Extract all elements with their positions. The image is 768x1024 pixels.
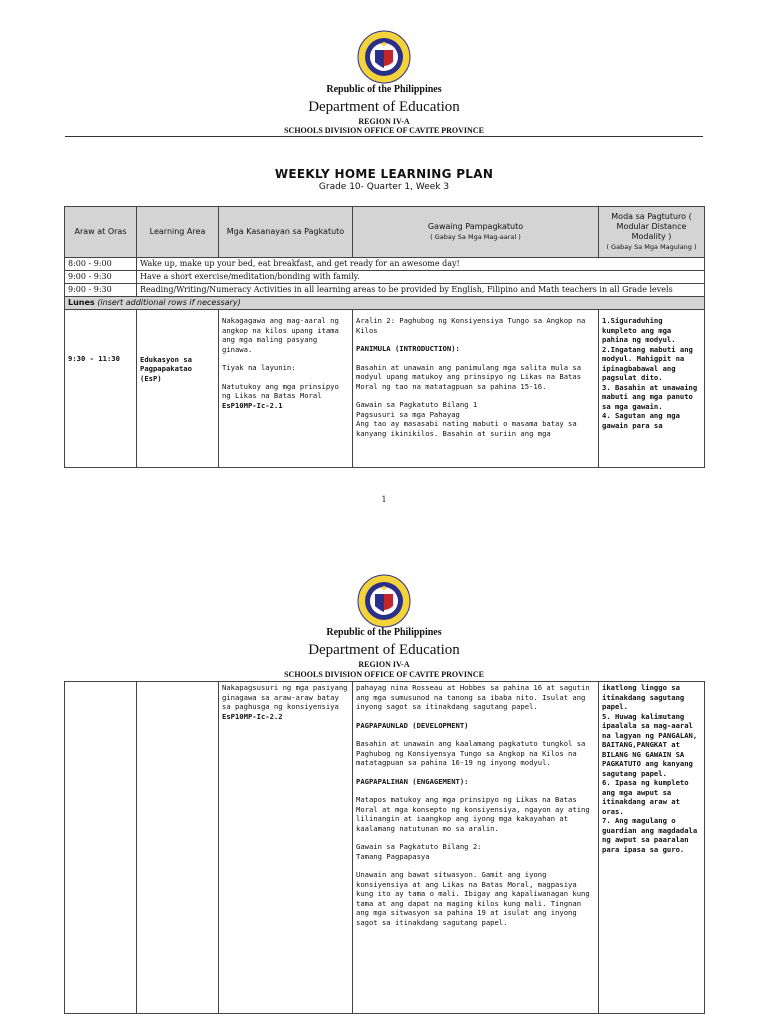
- activity-intro-text: Basahin at unawain ang panimulang mga salita mula sa modyul upang matukoy ang prinsipyo ng Likas na Batas Moral ng tao na matatagpuan sa pahina 15-16.: [356, 362, 582, 391]
- learning-plan-table: [64, 206, 705, 468]
- header-kasanayan: Mga Kasanayan sa Pagkatuto: [219, 207, 353, 258]
- republic-label: Republic of the Philippines: [326, 84, 442, 95]
- row-time: 8:00 - 9:00: [65, 258, 137, 271]
- header-moda-sub: ( Gabay Sa Mga Magulang ): [606, 243, 697, 251]
- mode-item: ikatlong linggo sa itinakdang sagutang papel.: [602, 683, 685, 711]
- activity-dev-text: Basahin at unawain ang kaalamang pagkatuto tungkol sa Paghubog ng Konsiyensya Tungo sa Angkop na Kilos na matatagpuan sa pahina 16-19 ng inyong modyul.: [356, 739, 586, 767]
- esp-activities-continued: [353, 682, 599, 1014]
- header-rule: [65, 136, 703, 137]
- activity-g1-sub: Pagsusuri sa mga Pahayag: [356, 409, 460, 419]
- region-label: REGION IV-A: [358, 660, 410, 669]
- skills-text: Nakapagsusuri ng mga pasiyang ginagawa sa araw-araw batay sa paghusga ng konsiyensiya: [222, 683, 348, 711]
- esp-row-continued: [65, 682, 705, 1014]
- lunes-day: Lunes: [68, 298, 95, 307]
- row-activity: Have a short exercise/meditation/bonding with family.: [137, 271, 705, 284]
- page-number: 1: [381, 495, 387, 504]
- activity-eng-text: Matapos matukoy ang mga prinsipyo ng Likas na Batas Moral at mga konsepto ng konsiyensiya, ngayon ay ating lilinangin at iaangkop ang iyong mga kakayahan at kaalamang natutunan mo sa aralin.: [356, 795, 590, 833]
- mode-item: 3. Basahin at unawaing mabuti ang mga panuto sa mga gawain.: [602, 382, 698, 411]
- header-learning-area: Learning Area: [137, 207, 219, 258]
- esp-modality-continued: [599, 682, 705, 1014]
- skills-code: EsP10MP-Ic-2.1: [222, 400, 283, 410]
- mode-item: 5. Huwag kalimutang ipaalala sa mag-aaral na lagyan ng PANGALAN, BAITANG,PANGKAT at BILANG NG GAWAIN SA PAGKATUTO ang kanyang sagutang papel.: [602, 711, 698, 778]
- region-label: REGION IV-A: [358, 117, 410, 126]
- mode-item: 2.Ingatang mabuti ang modyul. Mahigpit na ipinagbabawal ang pagsulat dito.: [602, 344, 693, 382]
- mode-item: 6. Ipasa ng kumpleto ang mga awput sa itinakdang araw at oras.: [602, 778, 689, 816]
- activity-g1-title: Gawain sa Pagkatuto Bilang 1: [356, 400, 478, 409]
- header-araw-at-oras: Araw at Oras: [65, 207, 137, 258]
- esp-modality: [599, 310, 705, 468]
- header-gawaing-label: Gawaing Pampagkatuto: [427, 222, 524, 231]
- republic-label: Republic of the Philippines: [326, 627, 442, 638]
- esp-area: Edukasyon sa Pagpapakatao (EsP): [137, 310, 219, 468]
- header-moda: [599, 207, 705, 258]
- esp-row: [65, 310, 705, 468]
- header-moda-label: Moda sa Pagtuturo ( Modular Distance Modality ): [611, 212, 692, 241]
- skills-code: EsP10MP-Ic-2.2: [222, 711, 283, 721]
- deped-seal-icon: [357, 30, 411, 84]
- activity-lesson-title: Aralin 2: Paghubog ng Konsiyensiya Tungo sa Angkop na Kilos: [356, 316, 586, 335]
- esp-skills-continued: [219, 682, 353, 1014]
- row-time: 9:00 - 9:30: [65, 271, 137, 284]
- activity-g2-text: Unawain ang bawat sitwasyon. Gamit ang iyong konsiyensiya at ang Likas na Batas Moral, magpasiya kung ito ay tama o mali. Ibigay ang kapaliwanagan kung tama at ang dapat na maging kilos kung mali. Tingnan ang mga sitwasyon sa pahina 19 at isulat ang inyong sagot sa itinakdang sagutang papel.: [356, 870, 590, 927]
- skills-text: Nakagagawa ang mag-aaral ng angkop na kilos upang itama ang mga maling pasyang ginawa.: [222, 316, 339, 354]
- esp-skills: [219, 310, 353, 468]
- division-label: SCHOOLS DIVISION OFFICE OF CAVITE PROVINCE: [284, 126, 484, 135]
- esp-activities: [353, 310, 599, 468]
- empty-area-cell: [137, 682, 219, 1014]
- activity-continued-text: pahayag nina Rosseau at Hobbes sa pahina 16 at sagutin ang mga sumusunod na tanong sa ibaba nito. Isulat ang inyong sagot sa itinakdang sagutang papel.: [356, 683, 590, 711]
- row-activity: Reading/Writing/Numeracy Activities in all learning areas to be provided by English, Filipino and Math teachers in all Grade levels: [137, 284, 705, 297]
- plan-subtitle: Grade 10- Quarter 1, Week 3: [318, 182, 450, 192]
- esp-time: 9:30 - 11:30: [65, 310, 137, 468]
- plan-title: WEEKLY HOME LEARNING PLAN: [274, 167, 494, 181]
- row-time: 9:00 - 9:30: [65, 284, 137, 297]
- mode-item: 1.Siguraduhing kumpleto ang mga pahina ng modyul.: [602, 316, 676, 344]
- department-name: Department of Education: [308, 99, 460, 115]
- department-name: Department of Education: [308, 642, 460, 658]
- learning-plan-table-continued: [64, 681, 705, 1014]
- header-gawaing: [353, 207, 599, 258]
- table-row: [65, 271, 705, 284]
- skills-objective: Natutukoy ang mga prinsipyo ng Likas na Batas Moral: [222, 381, 339, 400]
- lunes-note: (insert additional rows if necessary): [97, 298, 241, 307]
- skills-target-label: Tiyak na layunin:: [222, 363, 296, 372]
- deped-seal-icon: [357, 574, 411, 628]
- row-activity: Wake up, make up your bed, eat breakfast, and get ready for an awesome day!: [137, 258, 705, 271]
- division-label: SCHOOLS DIVISION OFFICE OF CAVITE PROVINCE: [284, 670, 484, 679]
- activity-g2-title: Gawain sa Pagkatuto Bilang 2:: [356, 842, 482, 851]
- empty-time-cell: [65, 682, 137, 1014]
- mode-item: 7. Ang magulang o guardian ang magdadala ng awput sa paaralan para ipasa sa guro.: [602, 816, 698, 854]
- activity-eng-title: PAGPAPALIHAN (ENGAGEMENT):: [356, 776, 469, 786]
- table-row: [65, 258, 705, 271]
- table-row: [65, 284, 705, 297]
- activity-dev-title: PAGPAPAUNLAD (DEVELOPMENT): [356, 720, 469, 730]
- mode-item: 4. Sagutan ang mga gawain para sa: [602, 411, 680, 430]
- header-gawaing-sub: ( Gabay Sa Mga Mag-aaral ): [430, 233, 521, 241]
- activity-g1-text: Ang tao ay masasabi nating mabuti o masama batay sa kanyang ikinikilos. Basahin at suriin ang mga: [356, 419, 577, 438]
- activity-g2-sub: Tamang Pagpapasya: [356, 851, 430, 861]
- lunes-row: [65, 297, 705, 310]
- activity-intro-title: PANIMULA (INTRODUCTION):: [356, 344, 460, 353]
